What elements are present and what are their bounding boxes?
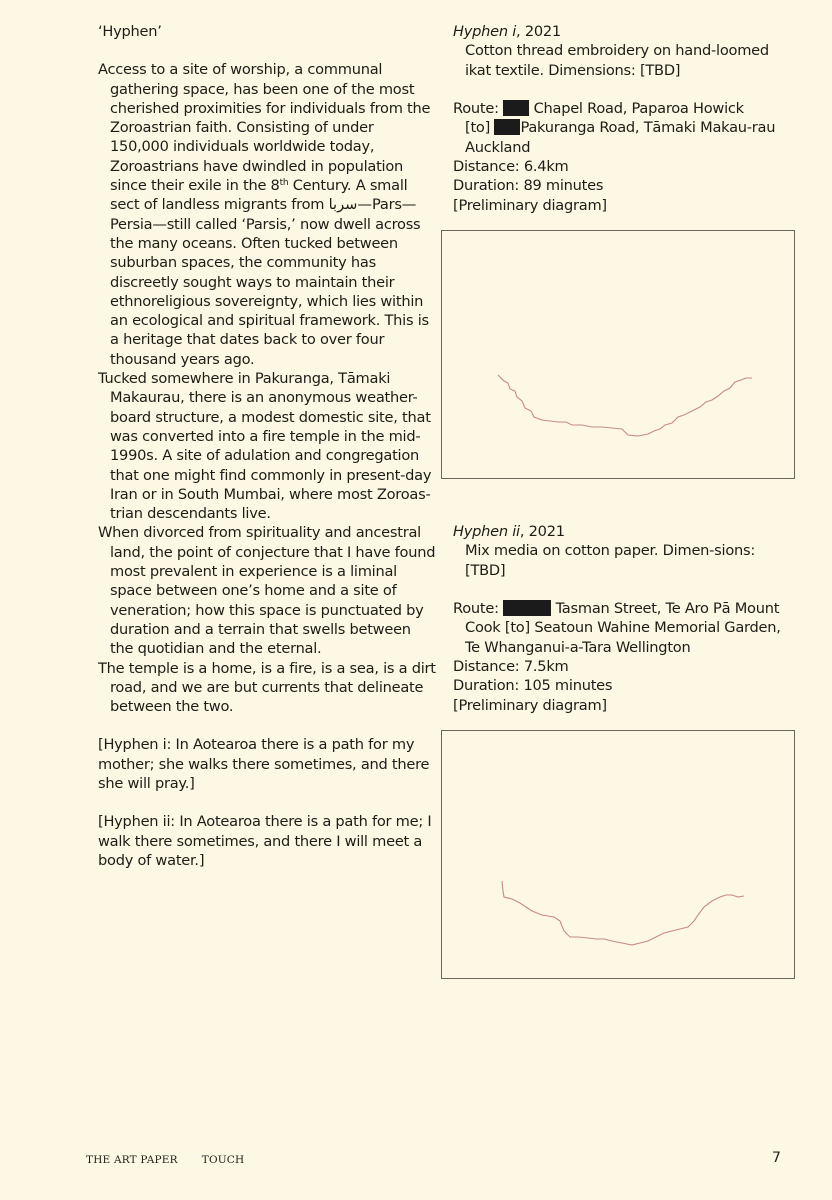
hyphen-i-path-line — [442, 231, 796, 480]
route-start: Chapel Road, Paparoa Howick — [533, 100, 744, 118]
hyphen-ii-diagram-label: [Preliminary diagram] — [453, 696, 607, 714]
footer — [86, 1154, 244, 1166]
hyphen-ii-duration: Duration: 105 minutes — [453, 677, 613, 695]
p1-sup: th — [279, 178, 289, 189]
route-end: Pakuranga Road, Tāmaki Makau-rau Auckland — [465, 119, 776, 156]
hyphen-i-caption — [453, 22, 798, 215]
hyphen-i-title: Hyphen i — [453, 23, 517, 40]
note-hyphen-ii: [Hyphen ii: In Aotearoa there is a path for me; I walk there sometimes, and there I will meet a body of water.] — [98, 813, 432, 869]
section-name: TOUCH — [201, 1154, 245, 1166]
route-to: [to] — [465, 119, 491, 137]
hyphen-ii-heading — [453, 522, 798, 580]
hyphen-ii-distance: Distance: 7.5km — [453, 658, 569, 676]
hyphen-i-diagram — [441, 230, 795, 479]
redaction-block — [503, 100, 529, 116]
hyphen-ii-caption — [453, 522, 798, 715]
hyphen-i-diagram-label: [Preliminary diagram] — [453, 196, 607, 214]
hyphen-i-duration: Duration: 89 minutes — [453, 177, 604, 195]
redaction-block — [503, 600, 551, 616]
hyphen-ii-route — [453, 599, 798, 657]
hyphen-i-route — [453, 99, 798, 157]
page-number: 7 — [772, 1150, 781, 1166]
essay-paragraph-4: The temple is a home, is a fire, is a sea, is a dirt road, and we are but currents that delineate between the two. — [98, 659, 436, 716]
hyphen-ii-year: , 2021 — [519, 523, 565, 540]
route-text: Tasman Street, Te Aro Pā Mount Cook [to] Seatoun Wahine Memorial Garden, Te Whanganui-a-Tara Wellington — [465, 600, 781, 656]
p1-rest: Century. A small sect of landless migrants from سربا—Pars—Persia—still called ‘Parsis,’ now dwell across the many oceans. Often tucked between suburban spaces, the community has discreetly sought ways to maintain their ethnoreligious sovereignty, which lies within an ecological and spiritual framework. This is a heritage that dates back to over four thousand years ago. — [110, 177, 429, 368]
essay-title: ‘Hyphen’ — [98, 23, 162, 40]
hyphen-ii-title: Hyphen ii — [453, 523, 520, 540]
note-hyphen-i: [Hyphen i: In Aotearoa there is a path for my mother; she walks there sometimes, and there she will pray.] — [98, 736, 430, 792]
hyphen-ii-path-line — [442, 731, 796, 980]
essay-paragraph-1 — [98, 60, 436, 369]
redaction-block — [494, 119, 520, 135]
hyphen-i-distance: Distance: 6.4km — [453, 158, 569, 176]
hyphen-i-heading — [453, 22, 798, 80]
hyphen-i-year: , 2021 — [516, 23, 561, 40]
hyphen-ii-medium: Mix media on cotton paper. Dimen-sions: [TBD] — [465, 542, 756, 579]
route-label: Route: — [453, 600, 499, 618]
p1-text: Access to a site of worship, a communal gathering space, has been one of the most cherished proximities for individuals from the Zoroastrian faith. Consisting of under 150,000 individuals worldwide today, Zoroastrians have dwindled in population since their exile in the 8 — [98, 61, 431, 195]
hyphen-ii-diagram — [441, 730, 795, 979]
publication-name: THE ART PAPER — [86, 1154, 178, 1166]
essay-paragraph-3: When divorced from spirituality and ancestral land, the point of conjecture that I have found most prevalent in experience is a liminal space between one’s home and a site of veneration; how this space is punctuated by duration and a terrain that swells between the quotidian and the eternal. — [98, 524, 436, 658]
main-essay — [98, 22, 436, 870]
route-label: Route: — [453, 100, 499, 118]
hyphen-i-medium: Cotton thread embroidery on hand-loomed ikat textile. Dimensions: [TBD] — [465, 42, 769, 79]
essay-paragraph-2: Tucked somewhere in Pakuranga, Tāmaki Makaurau, there is an anonymous weather-board structure, a modest domestic site, that was converted into a fire temple in the mid-1990s. A site of adulation and congregation that one might find commonly in present-day Iran or in South Mumbai, where most Zoroas-trian descendants live. — [98, 370, 432, 523]
